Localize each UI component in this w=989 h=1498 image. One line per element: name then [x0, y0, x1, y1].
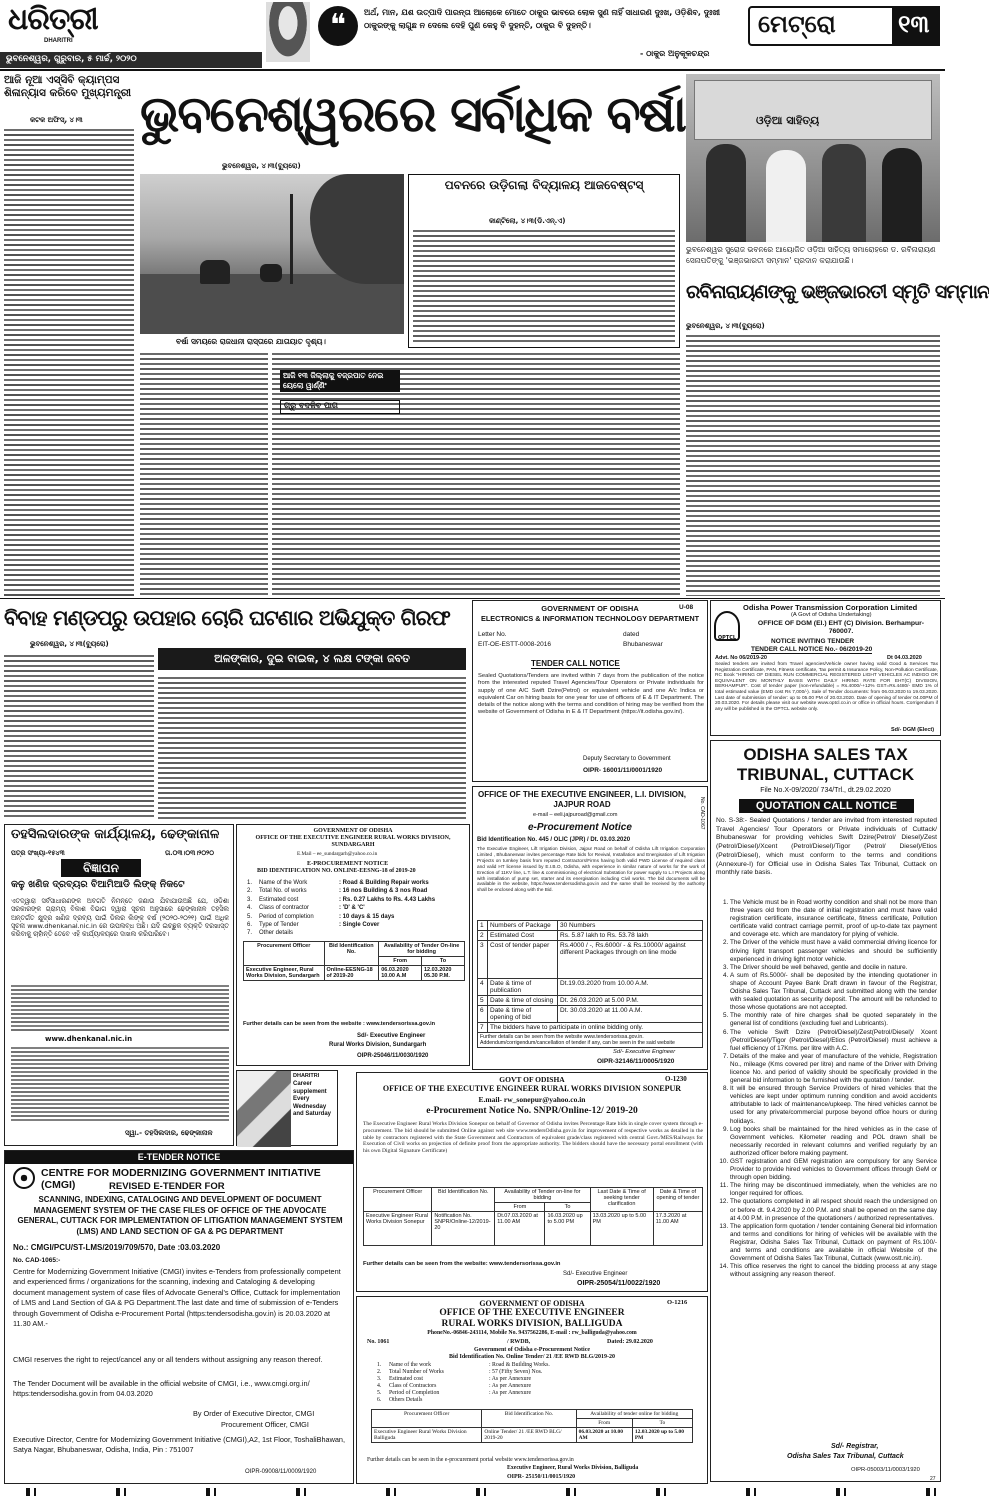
- table-cell: Rs. 5.87 lakh to Rs. 53.78 lakh: [558, 931, 703, 941]
- cmgi-bar-text: E-TENDER NOTICE: [137, 1152, 221, 1162]
- optcl-office: OFFICE OF DGM (El.) EHT (C) Division. Berhampur-760007.: [757, 620, 925, 635]
- detail-row: [247, 913, 467, 921]
- table-cell: Online-EESNG-18 of 2019-20: [324, 966, 379, 981]
- detail-num: 6.: [377, 1397, 382, 1403]
- page-number: ୧୩: [898, 10, 930, 38]
- ostt-ref: OIPR-05003/11/0003/1920: [851, 1467, 920, 1473]
- sonepur-ref: OIPR-25054/11/0022/1920: [577, 1280, 661, 1287]
- ostt-qcn-text: QUOTATION CALL NOTICE: [755, 800, 898, 812]
- table-cell: Executive Engineer Rural Works Division Sonepur: [364, 1212, 432, 1246]
- table-cell: Cost of tender paper: [488, 941, 558, 979]
- detail-value: : As per Annexure: [489, 1376, 532, 1382]
- photo-tree: [310, 174, 404, 284]
- detail-label: Class of contractor: [259, 905, 310, 912]
- ostt-condition: 14. This office reserves the right to cancel the bidding process at any stage without assigning any reason thereof.: [730, 1263, 937, 1279]
- detail-row: [247, 887, 467, 895]
- table-cell: Date & time of closing: [488, 996, 558, 1006]
- promo-image: [237, 1071, 291, 1147]
- photo-auto: [200, 260, 230, 284]
- jajpur-foot: Further details can be seen from the website www.tendersorissa.gov.in. Addendum/corrigendum/cancellation of tender if any, can be seen in the said website: [478, 1033, 703, 1048]
- detail-num: 4.: [377, 1383, 382, 1389]
- detail-label: Others Details: [389, 1397, 423, 1403]
- ostt-condition: 10. GST registration and GEM registration are compulsory for any Service Provider to provide hired vehicles to Government offices through GeM or through open bidding.: [730, 1158, 937, 1182]
- optcl-logo: [714, 611, 740, 641]
- detail-value: : 57 (Fifty Seven) Nos.: [489, 1369, 543, 1375]
- jajpur-email: e-mail – eeli.jajpuroad@gmail.com: [533, 812, 618, 818]
- table-cell: The bidders have to participate in online bidding only.: [488, 1023, 703, 1033]
- detail-value: : 16 nos Building & 3 nos Road: [339, 888, 428, 895]
- table-cell: 12.03.2020 05.30 P.M.: [421, 966, 464, 981]
- award-person-3: [822, 144, 866, 242]
- optcl-date: Dt 04.03.2020: [887, 655, 922, 661]
- promo-brand: DHARITRI: [293, 1073, 320, 1079]
- detail-value: : Rs. 0.27 Lakhs to Rs. 4.43 Lakhs: [339, 896, 436, 903]
- sundargarh-foot: Further details can be seen from the website : www.tendersorissa.gov.in: [243, 1021, 436, 1027]
- balliguda-office-1: OFFICE OF THE EXECUTIVE ENGINEER: [439, 1308, 625, 1318]
- table-header: Availability of Tender on-line for bidding: [495, 1188, 590, 1203]
- eit-dept: ELECTRONICS & INFORMATION TECHNOLOGY DEPARTMENT: [480, 614, 700, 623]
- ostt-condition: 7. Details of the make and year of manufacture of the vehicle, Registration No., mileage (Kms covered per litre) and name of the Driver with Driving licence No. and period of validity should be specifically provided in the general bid information to be furnished with the quotation / tender.: [730, 1053, 937, 1085]
- award-caption: ଭୁବନେଶ୍ୱର ସୁରୋଜ ଭବନରେ ଆୟୋଜିତ ଓଡ଼ିଆ ସାହିତ୍ୟ ସମାରୋହରେ ଡ. ରବିନାରାୟଣ ସେନାପତିଙ୍କୁ 'ଭଞ୍ଜଭାରତୀ ସମ୍ମାନ' ପ୍ରଦାନ କରାଯାଉଛି।: [686, 245, 936, 265]
- tahasil-ad: [4, 824, 234, 1146]
- sonepur-body: The Executive Engineer Rural Works Division Sonepur on behalf of Governor of Odisha invites Percentage Rate bids in single cover system through e-procurement. The bid should be submitted Online against web site www.tendersOdisha.gov.in for improvement of respective works as detailed in the table by contractors registered with the State Government and Contractors of equivalent grade/class registered with central Govt./MES/Railways for Execution of Civil works on projection of definite proof from the appropriate authority. The bidders should have the necessary portal enrollment (with his own Digital Signature Certificate): [363, 1121, 703, 1155]
- theft-dateline: ଭୁବନେଶ୍ୱର, ୪।୩(ବ୍ୟୁରୋ): [30, 640, 109, 648]
- table-header: From: [379, 957, 422, 966]
- balliguda-no: No. 1061: [367, 1339, 390, 1345]
- table-row: [478, 979, 703, 996]
- optcl-tcn: TENDER CALL NOTICE No.- 06/2019-20: [751, 646, 873, 653]
- sundargarh-details: [247, 879, 467, 938]
- optcl-sub: (A Govt of Odisha Undertaking): [791, 612, 872, 618]
- scb-kicker: ଆଜି ନୂଆ ଏସ୍‌ସିବି କ୍ୟାମ୍ପସ ଶିଳାନ୍ୟାସ କରିବେ ମୁଖ୍ୟମନ୍ତ୍ରୀ: [4, 74, 132, 99]
- tahasil-website: www.dhenkanal.nic.in: [45, 1035, 133, 1043]
- rain-photo-caption: ବର୍ଷା ସମୟରେ ରାଜଧାନୀ ରାସ୍ତାରେ ଯାତାୟାତ ଦୃଶ୍ୟ।: [176, 337, 326, 346]
- thakur-portrait: [266, 2, 310, 62]
- cmgi-heading: SCANNING, INDEXING, CATALOGING AND DEVELOPMENT OF DOCUMENT MANAGEMENT SYSTEM OF THE CASE FILES OF OFFICE OF THE ADVOCATE GENERAL, CUTTACK FOR IMPLEMENTATION OF LITIGATION MANAGEMENT SYSTEM (LMS) AND LAND SECTION OF GA & PG DEPARTMENT: [17, 1195, 343, 1237]
- school-roof-dateline: କାଣ୍ଟିଲୋ, ୪।୩(ଡି.ଏନ୍.ଏ): [489, 217, 566, 225]
- jajpur-ref: OIPR-32146/11/0005/1920: [597, 1058, 675, 1065]
- table-cell: 16.03.2020 up to 5.00 PM: [545, 1212, 590, 1246]
- table-row: [478, 1023, 703, 1033]
- detail-num: 5.: [377, 1390, 382, 1396]
- detail-row: [377, 1397, 677, 1404]
- detail-label: Name of the work: [389, 1362, 432, 1368]
- weather-change-box: [280, 400, 400, 414]
- balliguda-sub-2: Bid Identification No. Online Tender/ 21 /EE RWD BLG/2019-20: [449, 1354, 615, 1360]
- table-cell: 5: [478, 996, 488, 1006]
- table-cell: 06.03.2020 at 10.00 AM: [576, 1428, 632, 1443]
- ostt-title-1: ODISHA SALES TAX: [743, 745, 908, 764]
- sundargarh-table: [243, 941, 465, 981]
- cmgi-number: No.: CMGI/PCU/ST-LMS/2019/709/570, Date :03.03.2020: [13, 1243, 221, 1252]
- optcl-name: Odisha Power Transmission Corporation Limited: [743, 603, 918, 612]
- thakur-quote-attribution: - ଠାକୁର ଅନୁକୂଳଚନ୍ଦ୍ର: [640, 49, 710, 58]
- optcl-body: Sealed tenders are invited from Travel agencies/Vehicle owner having valid Good & Services Tax Registration Certificate, PAN, Fitness certificate, Tax permit & Insurance Policy, Non-Pollution Certificate, RC Book "HIRING OF DIESEL RUN COMMERCIAL REGISTERED LIGHT VEHICLES AC INDIGO OR EQUIVALENT ON MONTHLY BASIS WITH DAILY HIRING RATE FOR EHT(C) DIVISION, BERHAMPUR". Cost of tender paper (non-refundable) = Rs.4000/-+12% GST=Rs.4480/- EMD 1% of total estimated value (EMD cost Rs 7,000/-). Sale of Tender documents: from 06.03.2020 to 19.03.2020. Last date of submission of tender: up to 05.00 PM of 20.03.2020. Date of opening of tender 04.00PM of 20.03.2020. For details please visit our website www.optcl.co.in or office in official hours. Corrigendum if any will be published in the OPTCL website only.: [715, 662, 938, 712]
- award-body: [686, 332, 940, 596]
- table-header: Bid Identification No.: [432, 1188, 495, 1212]
- table-row: [478, 921, 703, 931]
- cmgi-logo-icon: [13, 1167, 35, 1189]
- logo-sub: DHARITRI: [44, 38, 73, 44]
- theft-body-a: [4, 652, 154, 820]
- ostt-condition: 3. The Driver should be well behaved, gentle and docile in nature.: [730, 964, 937, 972]
- optcl-tender-ad: [710, 600, 941, 736]
- balliguda-code: O-1216: [667, 1299, 688, 1306]
- sundargarh-gov: GOVERNMENT OF ODISHA: [313, 828, 393, 834]
- table-cell: Dt.07.03.2020 at 11.00 AM: [495, 1212, 545, 1246]
- sundargarh-sign-2: Rural Works Division, Sundargarh: [329, 1042, 427, 1048]
- jajpur-table: [477, 920, 703, 1048]
- table-header: Procurement Officer: [364, 1188, 432, 1212]
- detail-label: Total No. of works: [259, 888, 307, 895]
- ostt-condition: 5. The monthly rate of hire charges shall be quoted separately in the general list of conditions (excluding fuel and Lubricants).: [730, 1012, 937, 1028]
- table-row: [478, 931, 703, 941]
- detail-row: [247, 896, 467, 904]
- theft-headline: ବିବାହ ମଣ୍ଡପରୁ ଉପହାର ଚୋରି ଘଟଣାର ଅଭିଯୁକ୍ତ ଗିରଫ: [4, 606, 450, 630]
- table-header-row: [244, 942, 465, 957]
- table-cell: Dt. 26.03.2020 at 5.00 P.M.: [558, 996, 703, 1006]
- eit-code: U-08: [679, 604, 694, 611]
- eit-letter-no: EIT-OE-ESTT-0008-2016: [478, 641, 551, 648]
- table-header: Availability of tender online for bidding: [576, 1410, 692, 1419]
- sonepur-gov: GOVT OF ODISHA: [499, 1075, 565, 1084]
- logo: ଧରିତ୍ରୀ: [8, 2, 98, 37]
- balliguda-eprocurement-ad: [356, 1296, 708, 1484]
- sundargarh-email: E.Mail – ee_sundargarh@yahoo.co.in: [297, 851, 378, 857]
- cmgi-para-1: Centre for Modernizing Government Initiative (CMGI) invites e-Tenders from professionally competent and experienced firms / organizations for the scanning, indexing and Cataloging & developing document management system of case files of Advocate General's Office, Cuttack for implementation of LMS and Land Section of GA & PG Department.The last date and time of submission of e-Tenders through Government of Odisha e-Procurement Portal (https:tendersodisha.gov.in) is 20.03.2020 at 11.30 AM.-: [13, 1267, 341, 1329]
- balliguda-foot: Further details can be seen in the e-procurement portal website www.tendersorissa.gov.in: [367, 1457, 574, 1463]
- table-cell: Rs.4000 / -, Rs.6000/ - & Rs.10000/ against different Packages through on line mode: [558, 941, 703, 979]
- table-header-row: [372, 1410, 693, 1419]
- detail-row: [377, 1376, 677, 1383]
- ostt-condition: 6. The vehicle Swift Dzire (Petrol/Diesel)/Zest(Petrol/Diesel)/ Xcent (Petrol/Diesel)/Tigor (Petrol/Diesel)/Etios (Petrol/Diesel) must achieve a fuel efficiency of 17Kms. per litre with A.C.: [730, 1029, 937, 1053]
- detail-label: Period of completion: [259, 913, 314, 920]
- table-cell: 13.03.2020 up to 5.00 PM: [590, 1212, 653, 1246]
- award-banner-text: ଓଡ଼ିଆ ସାହିତ୍ୟ: [756, 114, 820, 127]
- award-person-1: [706, 144, 746, 242]
- tahasil-sign: ସ୍ୱା.- ତହସିଲଦାର, ଢେଙ୍କାନାଳ: [125, 1129, 213, 1137]
- detail-value: : Road & Building Works.: [489, 1362, 550, 1368]
- jajpur-bid: Bid Identification No. 445 / OLIC (JPR) / Dt. 03.03.2020: [477, 837, 631, 843]
- detail-value: : As per Annexure: [489, 1383, 532, 1389]
- tahasil-body-lines-2: [11, 1045, 229, 1123]
- table-cell: 06.03.2020 10.00 A.M: [379, 966, 422, 981]
- table-cell: 17.3.2020 at 11.00 AM: [653, 1212, 702, 1246]
- jajpur-office: OFFICE OF THE EXECUTIVE ENGINEER, L.I. DIVISION, JAJPUR ROAD: [477, 790, 687, 809]
- table-row: [478, 996, 703, 1006]
- ostt-quotation-ad: [710, 740, 941, 1482]
- eit-tender-ad: [472, 600, 708, 782]
- school-roof-headline: ପବନରେ ଉଡ଼ିଗଲା ବିଦ୍ୟାଳୟ ଆଜବେଷ୍ଟସ୍: [444, 178, 644, 192]
- ostt-file: File No.X-09/2020/ 734/Trl., dt.29.02.2020: [760, 787, 891, 794]
- jajpur-body: The Executive Engineer, Lift Irrigation Division, Jajpur Road on behalf of Odisha Lift Irrigation Corporation Limited , Bhubaneswar invites percentage Rate bids for Revival, Installation and Energisation of Lift Irrigation Projects on turnkey basis from reputed Contractors/Firms having both valid PWD License of required class and valid HT license issued by E.I.B.O, Odisha, with experience in similar nature of works for the work of Erection of 11KV line, L.T. line & commissioning of electrical Substation for power supply to L.I Projects along with installation of pump set, starter and its energisation including Civil works. The bid documents will be available in the website, https://www.tendersodisha.gov.in and the same shall be received by the authority shall be enclosed along with the Bid.: [477, 846, 705, 893]
- masthead-rule: [0, 69, 945, 71]
- table-cell: 7: [478, 1023, 488, 1033]
- sonepur-table: [363, 1187, 703, 1246]
- detail-label: Estimated cost: [259, 896, 299, 903]
- table-header: Last Date & Time of seeking tender clarification: [590, 1188, 653, 1212]
- tahasil-office: ତହସିଲଦାରଙ୍କ କାର୍ଯ୍ୟାଳୟ, ଢେଙ୍କାନାଳ: [11, 827, 220, 842]
- table-cell: Date & time of publication: [488, 979, 558, 996]
- tahasil-body: ଏତଦ୍ୱାରା ସର୍ବସାଧାରଣଙ୍କ ଅବଗତି ନିମନ୍ତେ ଜଣାଉ ଯିବାଯାଉଅଛି ଯେ, ଓଡ଼ିଶା ସରକାରଙ୍କ ଗ୍ରାମ୍ୟ ବିକାଶ ବିଭାଗ ଦ୍ୱାରା ସୂଚନା ଅନୁସାରେ ଢେଙ୍କାନାଳ ତହସିଲ ଅନ୍ତର୍ଗତ କ୍ଷୁଦ୍ର ଖଣିଜ ଦ୍ରବ୍ୟ ପାଇଁ ଡିଲର ଲିଙ୍କ୍ ବର୍ଷ (୨୦୨୦-୨୦୨୧) ପାଇଁ ଅଧିକ ସୂଚନା www.dhenkanal.nic.in ରେ ଉପଲବ୍ଧ ଅଛି। ଯଦି ଇଚ୍ଛୁକ ବ୍ୟକ୍ତି ଦରଖାସ୍ତ କରିବାକୁ ଚାହାଁନ୍ତି ତେବେ ଏହି କାର୍ଯ୍ୟାଳୟରେ ଦାଖଲ କରିପାରିବେ।: [11, 897, 229, 939]
- eit-gov: GOVERNMENT OF ODISHA: [541, 604, 639, 613]
- cmgi-revised: REVISED E-TENDER FOR: [109, 1181, 225, 1192]
- detail-label: Other details: [259, 930, 294, 937]
- detail-row: [377, 1369, 677, 1376]
- balliguda-gov: GOVERNMENT OF ODISHA: [479, 1299, 585, 1308]
- sundargarh-title: E-PROCUREMENT NOTICE: [307, 860, 389, 867]
- theft-deck: [158, 648, 466, 670]
- sundargarh-sign: Sd/- Executive Engineer: [357, 1033, 426, 1039]
- detail-label: Total Number of Works: [389, 1369, 444, 1375]
- optcl-adv: Advt. No 06/2019-20: [715, 655, 767, 661]
- detail-value: : 10 days & 15 days: [339, 913, 395, 920]
- table-header: Availability of Tender On-line for bidding: [379, 942, 465, 957]
- table-row: [478, 941, 703, 979]
- award-banner: [694, 80, 932, 140]
- section-name: ମେଟ୍ରୋ: [758, 10, 836, 38]
- table-cell: Numbers of Package: [488, 921, 558, 931]
- table-header: Bid Identification No.: [482, 1410, 576, 1428]
- table-header: From: [576, 1419, 632, 1428]
- table-header: To: [632, 1419, 692, 1428]
- cmgi-bar: [5, 1151, 353, 1164]
- school-roof-story: [408, 174, 680, 348]
- detail-label: Estimated cost: [389, 1376, 423, 1382]
- balliguda-rwdb: / RWDB,: [507, 1339, 531, 1345]
- table-header: Date & Time of opening of tender: [653, 1188, 702, 1212]
- table-cell: Online Tender/ 21 /EE RWD BLG/ 2019-20: [482, 1428, 576, 1443]
- detail-label: Name of the Work: [259, 880, 308, 886]
- tahasil-subject: କଳୁ ଖଣିଜ ଦ୍ରବ୍ୟର ବିଆମିଆଡି ଲିଙ୍କ୍ ନିକଟେ: [11, 879, 185, 890]
- table-row: [478, 1006, 703, 1023]
- ostt-conditions: [716, 899, 937, 1439]
- eit-title: TENDER CALL NOTICE: [531, 659, 620, 668]
- detail-num: 7.: [247, 930, 253, 937]
- tahasil-letter: ପତ୍ର ସଂଖ୍ୟା-୧୫୪୩: [11, 849, 65, 857]
- eit-ref: OIPR- 16001/11/0001/1920: [583, 767, 663, 774]
- table-row: [364, 1212, 703, 1246]
- sundargarh-eprocurement-ad: [236, 824, 470, 1066]
- sonepur-foot: Further details can be seen from the website: www.tendersorissa.gov.in: [363, 1261, 561, 1267]
- sonepur-title: e-Procurement Notice No. SNPR/Online-12/ 2019-20: [426, 1106, 638, 1116]
- award-photo: [686, 74, 940, 242]
- cmgi-para-2: CMGI reserves the right to reject/cancel any or all tenders without assigning any reason thereof.: [13, 1355, 323, 1364]
- table-cell: Executive Engineer, Rural Works Division, Sundargarh: [244, 966, 325, 981]
- detail-row: [377, 1362, 677, 1369]
- detail-num: 5.: [247, 913, 253, 920]
- ostt-condition: 12. The quotations completed in all respect should reach the undersigned on or before dt. 9.4.2020 by 2.00 P.M. and shall be opened on the same day at 4.00 P.M. in presence of the quotationers / authorized representatives.: [730, 1198, 937, 1222]
- ostt-condition: 13. The application form quotation / tender containing General bid information and terms and conditions for hiring of vehicles will be available with the Registrar, Odisha Sales Tax Tribunal, Cuttack on payment of Rs.100/- and terms and conditions are available in official Website of the Government of Odisha Sales Tax Tribunal, Cuttack (www.ostt.nic.in).: [730, 1223, 937, 1263]
- detail-num: 3.: [377, 1376, 382, 1382]
- tahasil-body-lines: [11, 983, 229, 1033]
- top-section-rule: [0, 598, 945, 599]
- jajpur-title: e-Procurement Notice: [528, 822, 632, 833]
- table-row: [478, 1033, 703, 1048]
- table-cell: 3: [478, 941, 488, 979]
- ostt-condition: 9. Log books shall be maintained for the hired vehicles as in the case of Government vehicles. Kilometer reading and POL drawn shall be necessarily recorded in relevant columns and verified regularly by an authorized officer before making payment.: [730, 1126, 937, 1158]
- detail-num: 1.: [377, 1362, 382, 1368]
- eit-place: Bhubaneswar: [623, 641, 663, 648]
- detail-num: 4.: [247, 905, 253, 912]
- table-cell: Estimated Cost: [488, 931, 558, 941]
- award-person-2: [766, 150, 806, 242]
- detail-value: : Road & Building Repair works: [339, 880, 429, 886]
- table-cell: 6: [478, 1006, 488, 1023]
- detail-label: Type of Tender: [259, 922, 299, 929]
- cmgi-cad: No. CAD-1065:-: [13, 1257, 61, 1264]
- career-promo: [236, 1070, 338, 1146]
- award-person-4: [882, 148, 922, 242]
- table-cell: 1: [478, 921, 488, 931]
- award-dateline: ଭୁବନେଶ୍ୱର, ୪।୩(ବ୍ୟୁରୋ): [686, 322, 765, 330]
- eit-body: Sealed Quotations/Tenders are invited within 7 days from the publication of the notice from the interested reputed Travel Agencies/Tour Operators or Private individuals for supply of one A/C Swift Dzire(Petrol) or equivalent vehicle and one A/c Indica or equivalent Car on hiring basis for one year for use of officers of E & IT Department. The details of the notice along with the terms and condition of hiring may be verified from the website of Government of Odisha in E & IT Department (https://it.odisha.gov.in/).: [478, 673, 704, 716]
- balliguda-office-2: RURAL WORKS DIVISION, BALLIGUDA: [441, 1319, 623, 1329]
- ostt-sign-1: Sd/- Registrar,: [831, 1443, 879, 1450]
- lead-dateline: ଭୁବନେଶ୍ୱର, ୪।୩(ବ୍ୟୁରୋ): [222, 162, 301, 170]
- lead-body-d: [404, 350, 680, 596]
- ostt-title-2: TRIBUNAL, CUTTACK: [736, 765, 915, 784]
- table-row: [244, 966, 465, 981]
- tahasil-date: ତା.୦୩।୦୩।୨୦୨୦: [165, 849, 215, 857]
- weather-change-text: ଗ୍ରୁ ବଦଳିବ ପାଗ: [284, 401, 338, 410]
- balliguda-table: [371, 1409, 693, 1443]
- lead-headline: ଭୁବନେଶ୍ୱରରେ ସର୍ବାଧିକ ବର୍ଷା: [140, 85, 685, 143]
- tahasil-title-text: ବିଜ୍ଞାପନ: [83, 861, 119, 875]
- detail-num: 1.: [247, 880, 253, 886]
- balliguda-sign: Executive Engineer, Rural Works Division, Balliguda: [507, 1465, 639, 1471]
- tahasil-title: [61, 859, 141, 877]
- sundargarh-ref: OIPR-25046/11/0030/1920: [357, 1053, 429, 1059]
- jajpur-eprocurement-ad: [472, 786, 708, 1070]
- balliguda-contact: PhoneNo.-06846-243114, Mobile No. 9437562286, E-mail : rw_balliguda@yahoo.com: [427, 1330, 637, 1336]
- theft-deck-text: ଅଳଙ୍କାର, ଦୁଇ ବାଇକ, ୪ ଲକ୍ଷ ଟଙ୍କା ଜବତ: [214, 652, 410, 665]
- table-header: From: [495, 1203, 545, 1212]
- sonepur-code: O-1230: [665, 1075, 687, 1083]
- thakur-quote: ଅର୍ଥ, ମାନ, ଯଶ ଉତ୍ପାଦି ପାରନ୍ତା ଆଲୋକେ ମୋତେ ଠାକୁର ଭାବରେ ଲୋକ ସୁଣ ନାହିଁ ସାଧାରଣ ଦୁଃଖ, ଓଡ଼ିଶିବ, ଦୁଃଖୀ ଠାକୁରଙ୍କୁ ଲାଗୁଛ ନ ଦେଲେ ଦେହି ପୁଣ କେହୁ ବି ଦୁହନ୍ତି, ଠାକୁର ବି ଦୁହନ୍ତି।: [364, 8, 721, 30]
- ostt-condition: 1. The Vehicle must be in Road worthy condition and shall not be more than three years old from the date of initial registration and must have valid registration certificate, insurance certificate, fitness certificate, Pollution certificate valid contract carriage permit, proof of up-to-date tax payment and coverage etc. which are mandatory for plying of vehicle.: [730, 899, 937, 939]
- table-cell: Dt.19.03.2020 from 10.00 A.M.: [558, 979, 703, 996]
- detail-row: [377, 1383, 677, 1390]
- dateline: ଭୁବନେଶ୍ୱର, ଗୁରୁବାର, ୫ ମାର୍ଚ୍ଚ, ୨୦୨୦: [6, 54, 137, 64]
- detail-row: [247, 929, 467, 937]
- detail-num: 2.: [377, 1369, 382, 1375]
- masthead: [0, 0, 945, 70]
- table-cell: 2: [478, 931, 488, 941]
- optcl-sign: Sd/- DGM (Elect): [891, 727, 935, 733]
- promo-text: Career supplement Every Wednesday and Saturday: [293, 1081, 332, 1117]
- eit-dated: dated: [623, 631, 640, 638]
- table-header: To: [421, 957, 464, 966]
- yellow-warning-text: ଆଜି ୧୩ ଜିଲ୍ଲାକୁ ବଜ୍ରପାତ ନେଇ ୟେଲୋ ୱାର୍ଣ୍ଣିଂ: [283, 371, 384, 390]
- table-cell: 30 Numbers: [558, 921, 703, 931]
- table-header: Procurement Officer: [372, 1410, 482, 1428]
- ostt-condition: 4. A sum of Rs.5000/- shall be deposited by the intending quotationer in shape of Account Payee Bank Draft drawn in favour of the Registrar, Odisha Sales Tax Tribunal, Cuttack and submitted along with the tender with sealed quotation as security deposit. The amount will be refunded to those whose quotations are not accepted.: [730, 972, 937, 1012]
- table-cell: Dt. 30.03.2020 at 11.00 A.M.: [558, 1006, 703, 1023]
- lead-body-a: [140, 350, 268, 596]
- yellow-warning-box: [280, 370, 400, 392]
- table-cell: Date & time of opening of bid: [488, 1006, 558, 1023]
- cmgi-procurement-officer: Procurement Officer, CMGI: [221, 1420, 309, 1429]
- detail-num: 2.: [247, 888, 253, 895]
- balliguda-sub-1: Government of Odisha e-Procurement Notice: [473, 1347, 591, 1353]
- detail-label: Class of Contractors: [389, 1383, 437, 1389]
- detail-num: 3.: [247, 896, 253, 903]
- table-cell: 12.03.2020 up to 5.00 PM: [632, 1428, 692, 1443]
- scb-dateline: କଟକ ଅଫିସ୍, ୪।୩: [30, 116, 83, 124]
- sundargarh-office: OFFICE OF THE EXECUTIVE ENGINEER RURAL WORKS DIVISION, SUNDARGARH: [255, 835, 451, 848]
- ostt-condition: 11. The hiring may be discontinued immediately, when the vehicles are no longer required for offices.: [730, 1182, 937, 1198]
- sonepur-email: E.mail- rw_sonepur@yahoo.co.in: [478, 1095, 586, 1104]
- ostt-qcn: [739, 799, 914, 813]
- ostt-condition: 2. The Driver of the vehicle must have a valid commercial driving licence for driving light transport passenger vehicles and should be sufficiently experienced in driving light motor vehicle.: [730, 939, 937, 963]
- jajpur-side: No. CAD-1067: [699, 797, 705, 830]
- sonepur-office: OFFICE OF THE EXECUTIVE ENGINEER RURAL WORKS DIVISION SONEPUR: [382, 1084, 682, 1093]
- table-header-row: [364, 1188, 703, 1203]
- cmgi-org: CENTRE FOR MODERNIZING GOVERNMENT INITIATIVE (CMGI): [41, 1167, 321, 1191]
- rain-photo: [140, 174, 404, 334]
- school-roof-body: [413, 227, 675, 343]
- table-cell: Executive Engineer Rural Works Division Balliguda: [372, 1428, 482, 1443]
- optcl-logo-text: OPTCL: [717, 635, 737, 641]
- registration-marks: [0, 1488, 945, 1496]
- cmgi-para-3: The Tender Document will be available in the official website of CMGI, i.e., www.cmgi.org.in/ https:tendersodisha.gov.in from 04.03.2020: [13, 1379, 310, 1399]
- photo-pole: [290, 194, 293, 284]
- balliguda-dated: Dated: 29.02.2020: [607, 1339, 653, 1345]
- table-header: Procurement Officer: [244, 942, 325, 966]
- table-header: Bid Identification No.: [324, 942, 379, 966]
- ostt-condition: 8. It will be ensured through Service Providers of hired vehicles that the vehicles are kept under optimum running condition and avoid accidents attributable to lack of maintenance/upkeep. The hired vehicles cannot be used for any private/commercial purpose beyond office hours or during holidays.: [730, 1085, 937, 1125]
- sundargarh-bid: BID IDENTIFICATION NO. ONLINE-EESNG-18 of 2019-20: [257, 868, 416, 874]
- balliguda-details: [377, 1362, 677, 1404]
- eit-letter-label: Letter No.: [478, 631, 507, 638]
- detail-label: Period of Completion: [389, 1390, 440, 1396]
- award-headline: ରବିନାରାୟଣଙ୍କୁ ଭଞ୍ଜଭାରତୀ ସ୍ମୃତି ସମ୍ମାନ: [686, 281, 989, 303]
- table-cell: 4: [478, 979, 488, 996]
- detail-row: [247, 921, 467, 929]
- photo-vehicle: [260, 264, 282, 282]
- ostt-sign-2: Odisha Sales Tax Tribunal, Cuttack: [787, 1453, 904, 1460]
- table-row: [372, 1428, 693, 1443]
- ostt-intro: No. S-38:- Sealed Quotations / tender are invited from interested reputed Travel Agencies/ Tour Operators or Private individuals of Cuttack/ Bhubaneswar for providing vehicles Swift Dzire(Petrol/ Diesel)/Zest (Petrol/Diesel)/Xcent (Petrol/Diesel)/Tigor (Petrol/ Diesel)/Etios (Petrol/Diesel), which must conform to the terms and conditions (Annexure-I) for Official use in Odisha Sales Tax Tribunal, Cuttack on monthly rate basis.: [716, 817, 937, 877]
- detail-value: : Single Cover: [339, 922, 380, 929]
- eit-sign: Deputy Secretary to Government: [583, 756, 671, 762]
- quote-mark-icon: ❝: [318, 6, 358, 46]
- detail-num: 6.: [247, 922, 253, 929]
- cmgi-etender-ad: [4, 1150, 354, 1484]
- cmgi-ref: OIPR-09008/11/0009/1920: [245, 1469, 317, 1475]
- jajpur-sign: Sd/- Executive Engineer: [613, 1049, 676, 1055]
- detail-value: : 'D' & 'C': [339, 905, 365, 912]
- cmgi-order: By Order of Executive Director, CMGI: [193, 1409, 315, 1418]
- theft-body-b: [158, 674, 466, 820]
- footer-page-number: 27: [930, 1476, 936, 1482]
- detail-row: [377, 1390, 677, 1397]
- scb-body: [4, 126, 134, 596]
- table-cell: Notification No. SNPR/Online-12/2019-20: [432, 1212, 495, 1246]
- detail-row: [247, 904, 467, 912]
- cmgi-address: Executive Director, Centre for Modernizing Government Initiative (CMGI),A2, 1st Floor, ToshaliBhawan, Satya Nagar, Bhubaneswar, Odisha, India, Pin : 751007: [13, 1435, 346, 1455]
- detail-row: [247, 879, 467, 887]
- sonepur-sign: Sd/- Executive Engineer: [563, 1271, 628, 1277]
- balliguda-ref: OIPR- 25150/11/0015/1920: [507, 1474, 576, 1480]
- optcl-notice: NOTICE INVITING TENDER: [771, 638, 855, 645]
- sonepur-eprocurement-ad: [356, 1072, 708, 1292]
- detail-value: : As per Annexure: [489, 1390, 532, 1396]
- table-header: To: [545, 1203, 590, 1212]
